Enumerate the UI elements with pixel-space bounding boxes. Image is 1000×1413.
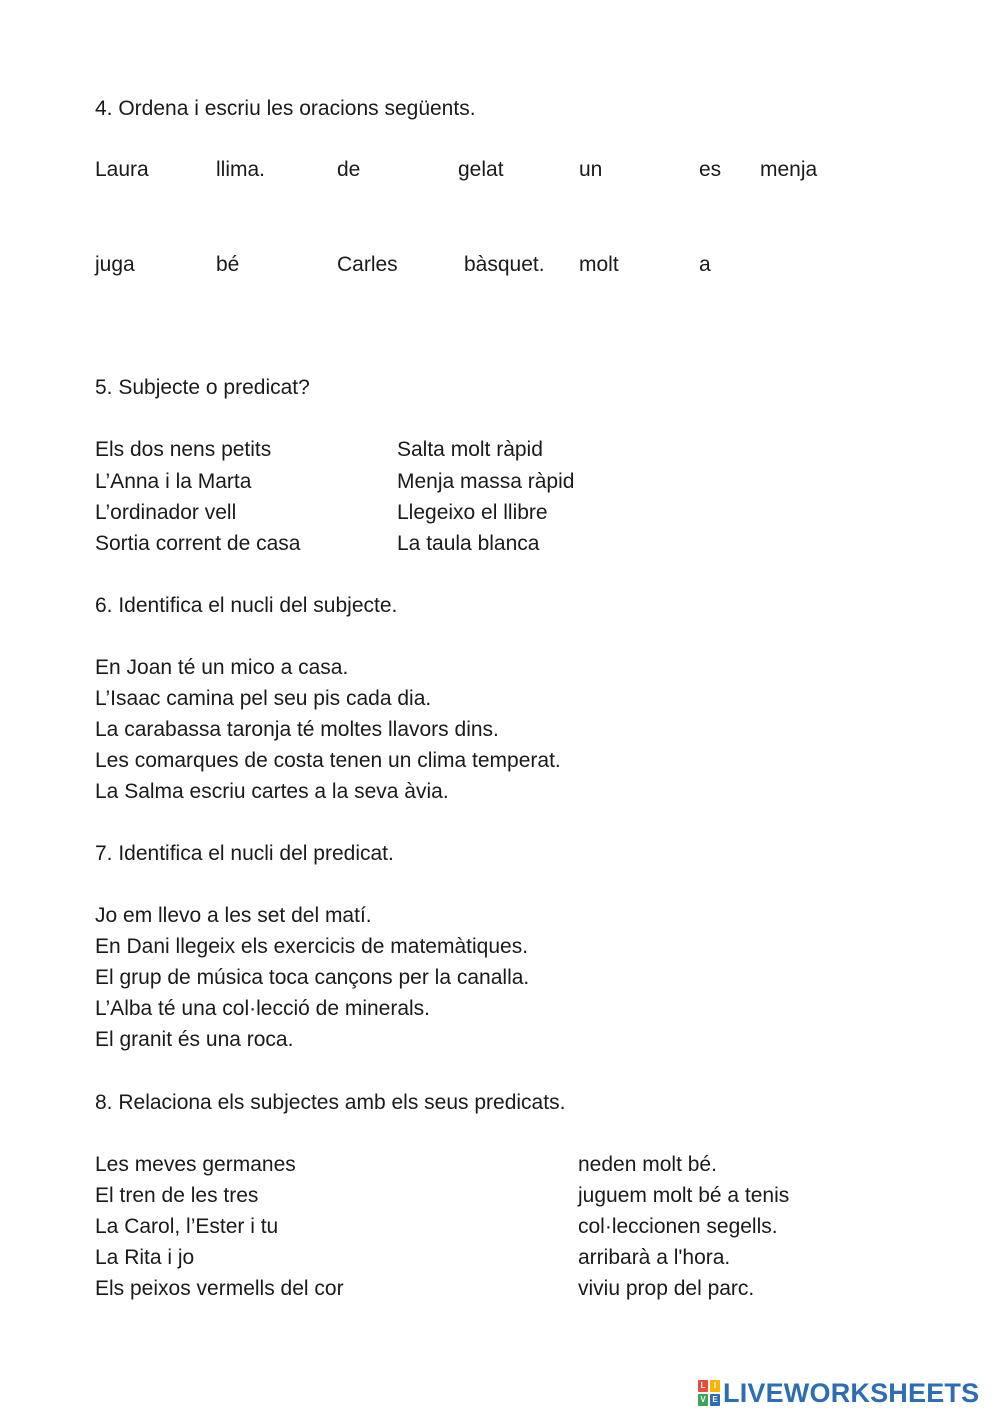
subject-item: El tren de les tres (95, 1184, 259, 1207)
list-item: Menja massa ràpid (397, 470, 575, 493)
word-tile: bàsquet. (464, 253, 545, 276)
sentence: El grup de música toca cançons per la canalla. (95, 966, 530, 989)
predicate-item: arribarà a l'hora. (578, 1246, 731, 1269)
sentence: En Joan té un mico a casa. (95, 656, 349, 679)
sentence: Les comarques de costa tenen un clima temperat. (95, 749, 561, 772)
word-tile: juga (95, 253, 135, 276)
list-item: L’Anna i la Marta (95, 470, 252, 493)
list-item: Sortia corrent de casa (95, 532, 301, 555)
predicate-item: neden molt bé. (578, 1153, 717, 1176)
sentence: En Dani llegeix els exercicis de matemàtiques. (95, 935, 529, 958)
sentence: El granit és una roca. (95, 1028, 294, 1051)
word-tile: Carles (337, 253, 398, 276)
exercise-7-title: 7. Identifica el nucli del predicat. (95, 842, 394, 865)
liveworksheets-logo (698, 1378, 979, 1408)
predicate-item: juguem molt bé a tenis (578, 1184, 790, 1207)
list-item: La taula blanca (397, 532, 540, 555)
word-tile: menja (760, 158, 818, 181)
subject-item: La Rita i jo (95, 1246, 195, 1269)
logo-text: LIVEWORKSHEETS (723, 1378, 980, 1408)
list-item: Salta molt ràpid (397, 438, 543, 461)
word-tile: un (579, 158, 603, 181)
subject-item: Les meves germanes (95, 1153, 296, 1176)
word-tile: bé (216, 253, 240, 276)
exercise-5-title: 5. Subjecte o predicat? (95, 376, 310, 399)
sentence: La carabassa taronja té moltes llavors dins. (95, 718, 499, 741)
word-tile: de (337, 158, 361, 181)
word-tile: llima. (216, 158, 266, 181)
word-tile: molt (579, 253, 619, 276)
predicate-item: col·leccionen segells. (578, 1215, 778, 1238)
sentence: L’Isaac camina pel seu pis cada dia. (95, 687, 432, 710)
list-item: L’ordinador vell (95, 501, 237, 524)
logo-tile: V (698, 1394, 708, 1406)
word-tile: Laura (95, 158, 149, 181)
word-tile: a (699, 253, 711, 276)
logo-tile: E (710, 1394, 720, 1406)
sentence: L’Alba té una col·lecció de minerals. (95, 997, 431, 1020)
subject-item: La Carol, l’Ester i tu (95, 1215, 279, 1238)
sentence: Jo em llevo a les set del matí. (95, 904, 372, 927)
exercise-6-title: 6. Identifica el nucli del subjecte. (95, 594, 398, 617)
logo-tile: I (710, 1380, 720, 1392)
sentence: La Salma escriu cartes a la seva àvia. (95, 780, 449, 803)
word-tile: es (699, 158, 722, 181)
logo-tile: L (698, 1380, 708, 1392)
subject-item: Els peixos vermells del cor (95, 1277, 344, 1300)
exercise-8-title: 8. Relaciona els subjectes amb els seus predicats. (95, 1091, 566, 1114)
list-item: Llegeixo el llibre (397, 501, 548, 524)
word-tile: gelat (458, 158, 504, 181)
list-item: Els dos nens petits (95, 438, 272, 461)
predicate-item: viviu prop del parc. (578, 1277, 755, 1300)
liveworksheets-logo-icon (698, 1380, 720, 1406)
exercise-4-title: 4. Ordena i escriu les oracions següents. (95, 97, 476, 120)
